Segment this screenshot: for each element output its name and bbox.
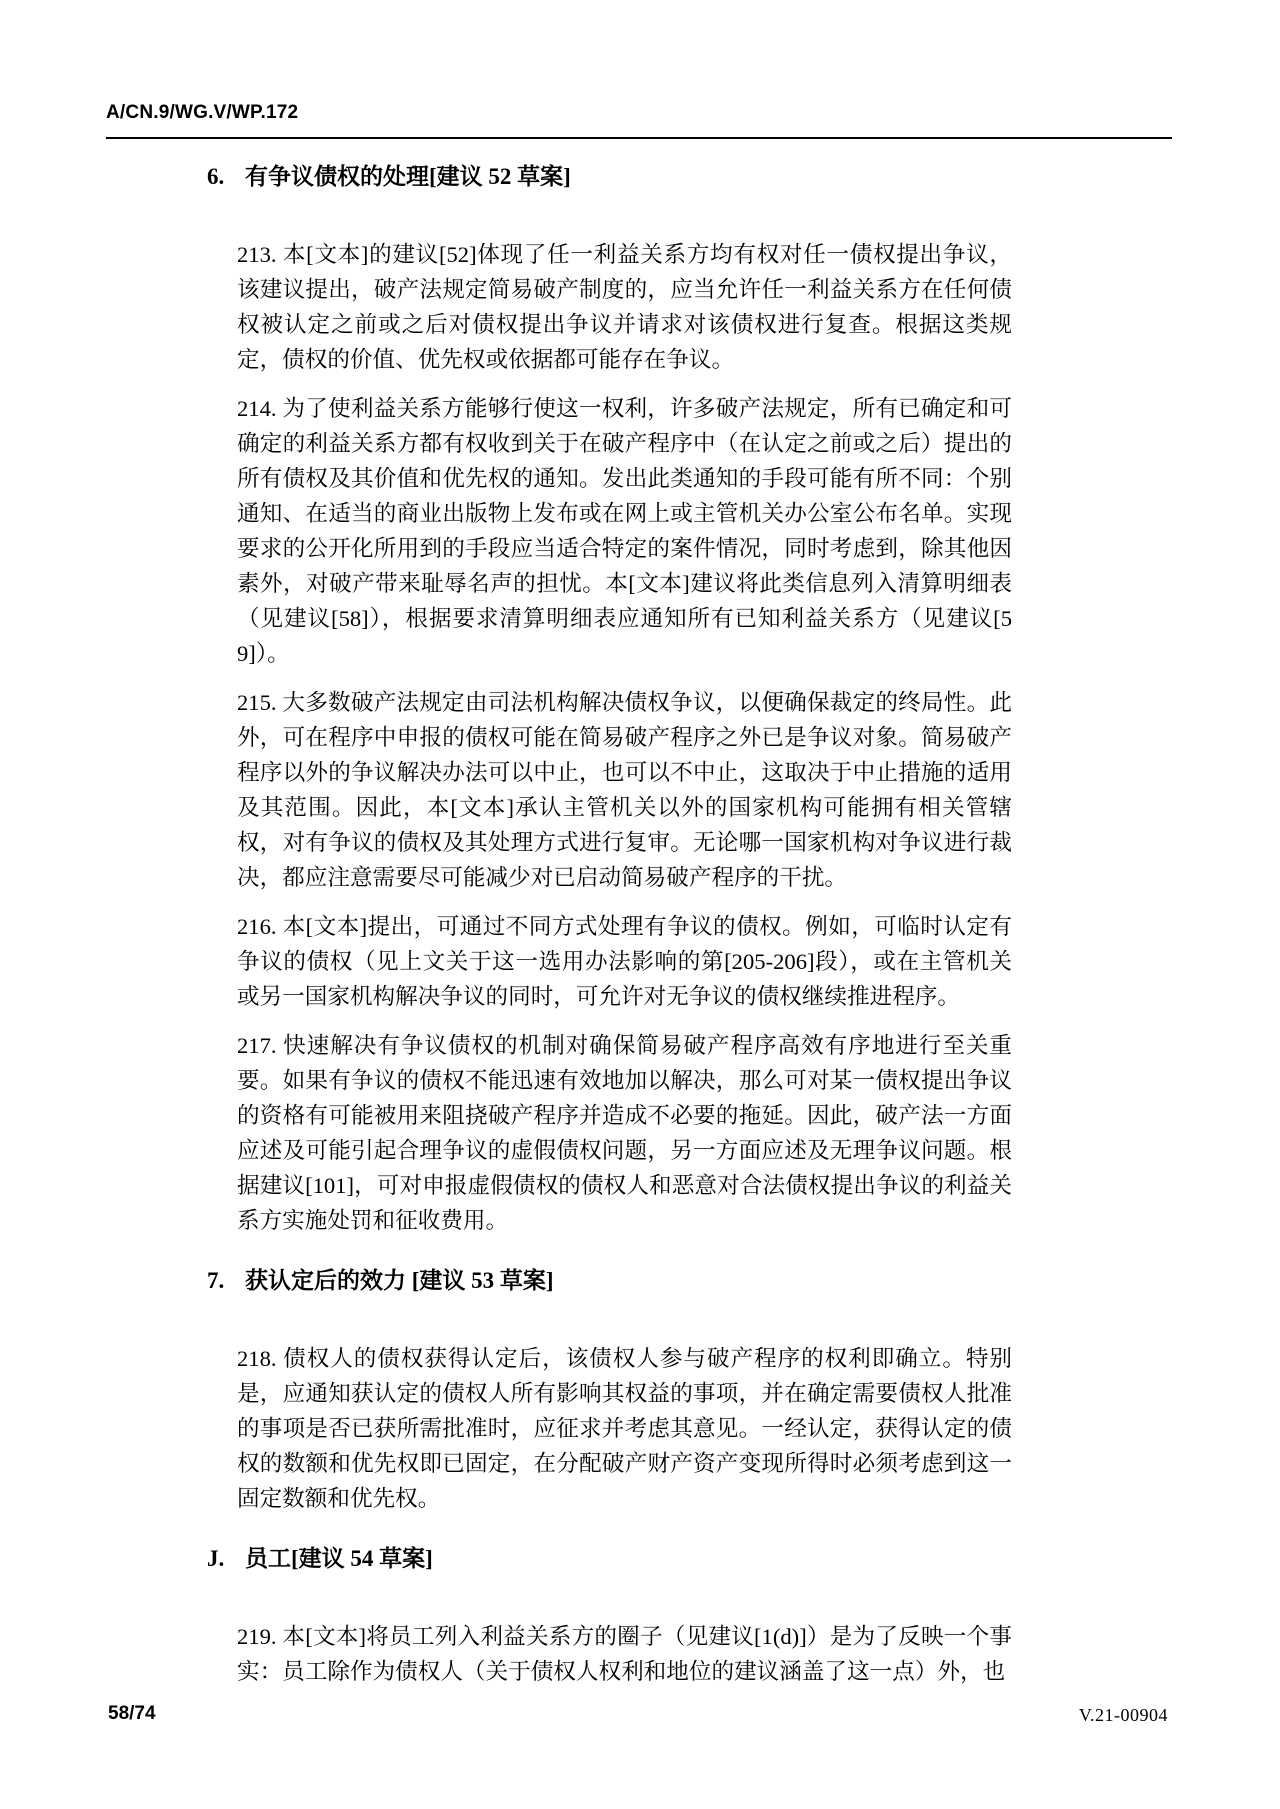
section-title: 获认定后的效力 [建议 53 草案] — [245, 1268, 554, 1293]
section-heading — [207, 1544, 1012, 1574]
document-body — [207, 0, 1012, 1703]
section-heading — [207, 162, 1012, 192]
paragraph: 215. 大多数破产法规定由司法机构解决债权争议，以便确保裁定的终局性。此外，可在程序中申报的债权可能在简易破产程序之外已是争议对象。简易破产程序以外的争议解决办法可以中止，也可以不中止，这取决于中止措施的适用及其范围。因此，本[文本]承认主管机关以外的国家机构可能拥有相关管辖权，对有争议的债权及其处理方式进行复审。无论哪一国家机构对争议进行裁决，都应注意需要尽可能减少对已启动简易破产程序的干扰。 — [237, 690, 1012, 890]
section-title: 有争议债权的处理[建议 52 草案] — [245, 164, 571, 189]
document-code: V.21-00904 — [1078, 1705, 1168, 1725]
section-number: 7. — [207, 1268, 225, 1293]
paragraph: 214. 为了使利益关系方能够行使这一权利，许多破产法规定，所有已确定和可确定的利益关系方都有权收到关于在破产程序中（在认定之前或之后）提出的所有债权及其价值和优先权的通知。发出此类通知的手段可能有所不同：个别通知、在适当的商业出版物上发布或在网上或主管机关办公室公布名单。实现要求的公开化所用到的手段应当适合特定的案件情况，同时考虑到，除其他因素外，对破产带来耻辱名声的担忧。本[文本]建议将此类信息列入清算明细表（见建议[58]），根据要求清算明细表应通知所有已知利益关系方（见建议[59]）。 — [237, 396, 1012, 666]
paragraph: 219. 本[文本]将员工列入利益关系方的圈子（见建议[1(d)]）是为了反映一个事实：员工除作为债权人（关于债权人权利和地位的建议涵盖了这一点）外，也 — [237, 1624, 1012, 1684]
paragraph: 217. 快速解决有争议债权的机制对确保简易破产程序高效有序地进行至关重要。如果有争议的债权不能迅速有效地加以解决，那么可对某一债权提出争议的资格有可能被用来阻挠破产程序并造成不必要的拖延。因此，破产法一方面应述及可能引起合理争议的虚假债权问题，另一方面应述及无理争议问题。根据建议[101]，可对申报虚假债权的债权人和恶意对合法债权提出争议的利益关系方实施处罚和征收费用。 — [237, 1033, 1012, 1233]
document-symbol: A/CN.9/WG.V/WP.172 — [106, 102, 299, 123]
page-number: 58/74 — [108, 1703, 156, 1724]
section-title: 员工[建议 54 草案] — [245, 1546, 433, 1571]
section-number: 6. — [207, 164, 225, 189]
paragraph: 218. 债权人的债权获得认定后，该债权人参与破产程序的权利即确立。特别是，应通知获认定的债权人所有影响其权益的事项，并在确定需要债权人批准的事项是否已获所需批准时，应征求并考虑其意见。一经认定，获得认定的债权的数额和优先权即已固定，在分配破产财产资产变现所得时必须考虑到这一固定数额和优先权。 — [237, 1346, 1012, 1511]
paragraph: 213. 本[文本]的建议[52]体现了任一利益关系方均有权对任一债权提出争议，该建议提出，破产法规定简易破产制度的，应当允许任一利益关系方在任何债权被认定之前或之后对债权提出争议并请求对该债权进行复查。根据这类规定，债权的价值、优先权或依据都可能存在争议。 — [237, 242, 1012, 372]
paragraph: 216. 本[文本]提出，可通过不同方式处理有争议的债权。例如，可临时认定有争议的债权（见上文关于这一选用办法影响的第[205-206]段），或在主管机关或另一国家机构解决争议的同时，可允许对无争议的债权继续推进程序。 — [237, 914, 1012, 1009]
section-number: J. — [207, 1546, 225, 1571]
section-heading — [207, 1266, 1012, 1296]
